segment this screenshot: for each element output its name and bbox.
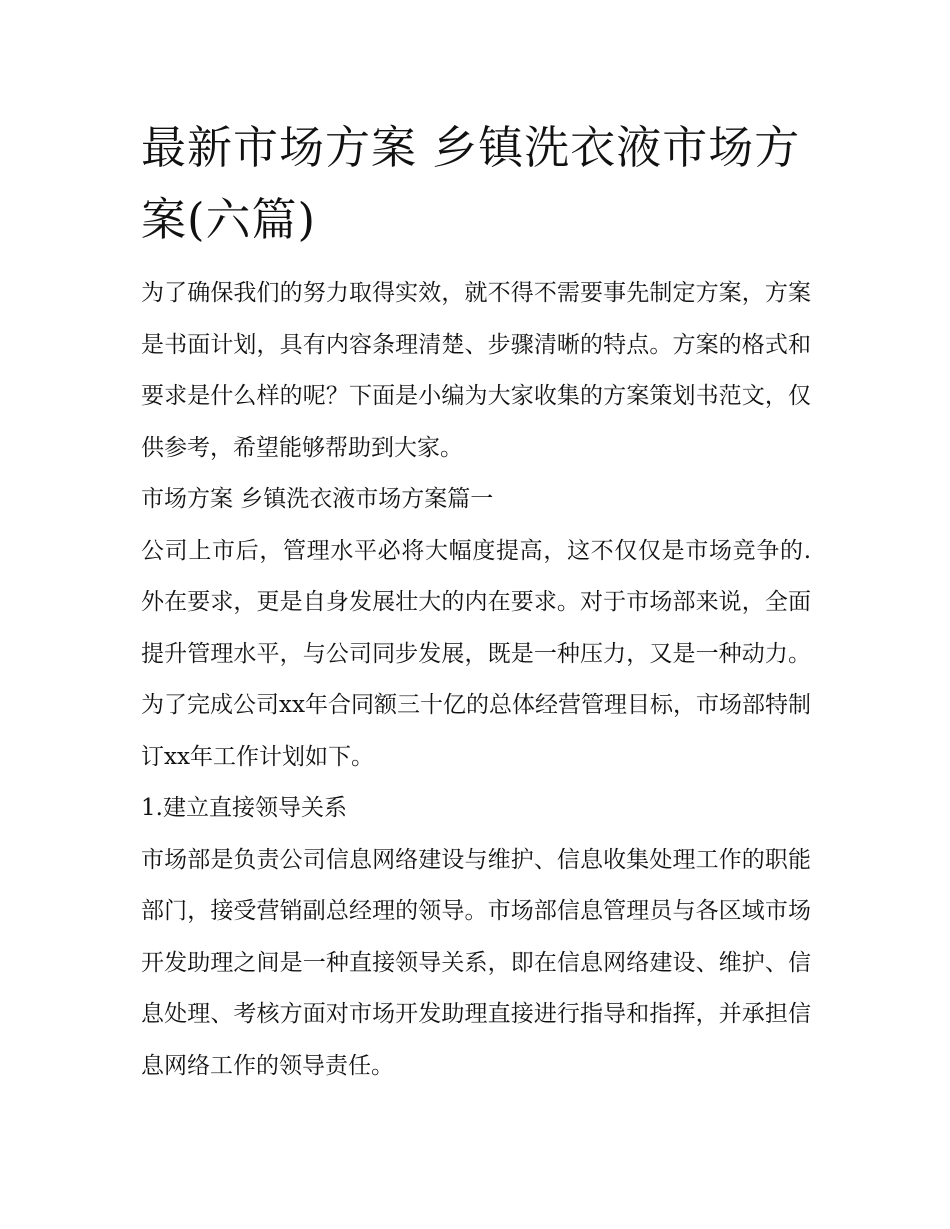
document-body xyxy=(141,112,811,1092)
subsection-heading: 1.建立直接领导关系 xyxy=(141,795,347,821)
body-paragraph: 公司上市后，管理水平必将大幅度提高，这不仅仅是市场竞争的.外在要求，更是自身发展壮大的内在要求。对于市场部来说，全面提升管理水平，与公司同步发展，既是一种压力，又是一种动力。为了完成公司xx年合同额三十亿的总体经营管理目标，市场部特制订xx年工作计划如下。 xyxy=(141,537,811,770)
section-heading-part-one: 市场方案 乡镇洗衣液市场方案篇一 xyxy=(141,486,494,512)
body-paragraph: 市场部是负责公司信息网络建设与维护、信息收集处理工作的职能部门，接受营销副总经理的领导。市场部信息管理员与各区域市场开发助理之间是一种直接领导关系，即在信息网络建设、维护、信息处理、考核方面对市场开发助理直接进行指导和指挥，并承担信息网络工作的领导责任。 xyxy=(141,846,811,1079)
document-title: 最新市场方案 乡镇洗衣液市场方案(六篇) xyxy=(141,121,801,246)
intro-paragraph: 为了确保我们的努力取得实效，就不得不需要事先制定方案，方案是书面计划，具有内容条理清楚、步骤清晰的特点。方案的格式和要求是什么样的呢？下面是小编为大家收集的方案策划书范文，仅供参考，希望能够帮助到大家。 xyxy=(141,280,811,461)
